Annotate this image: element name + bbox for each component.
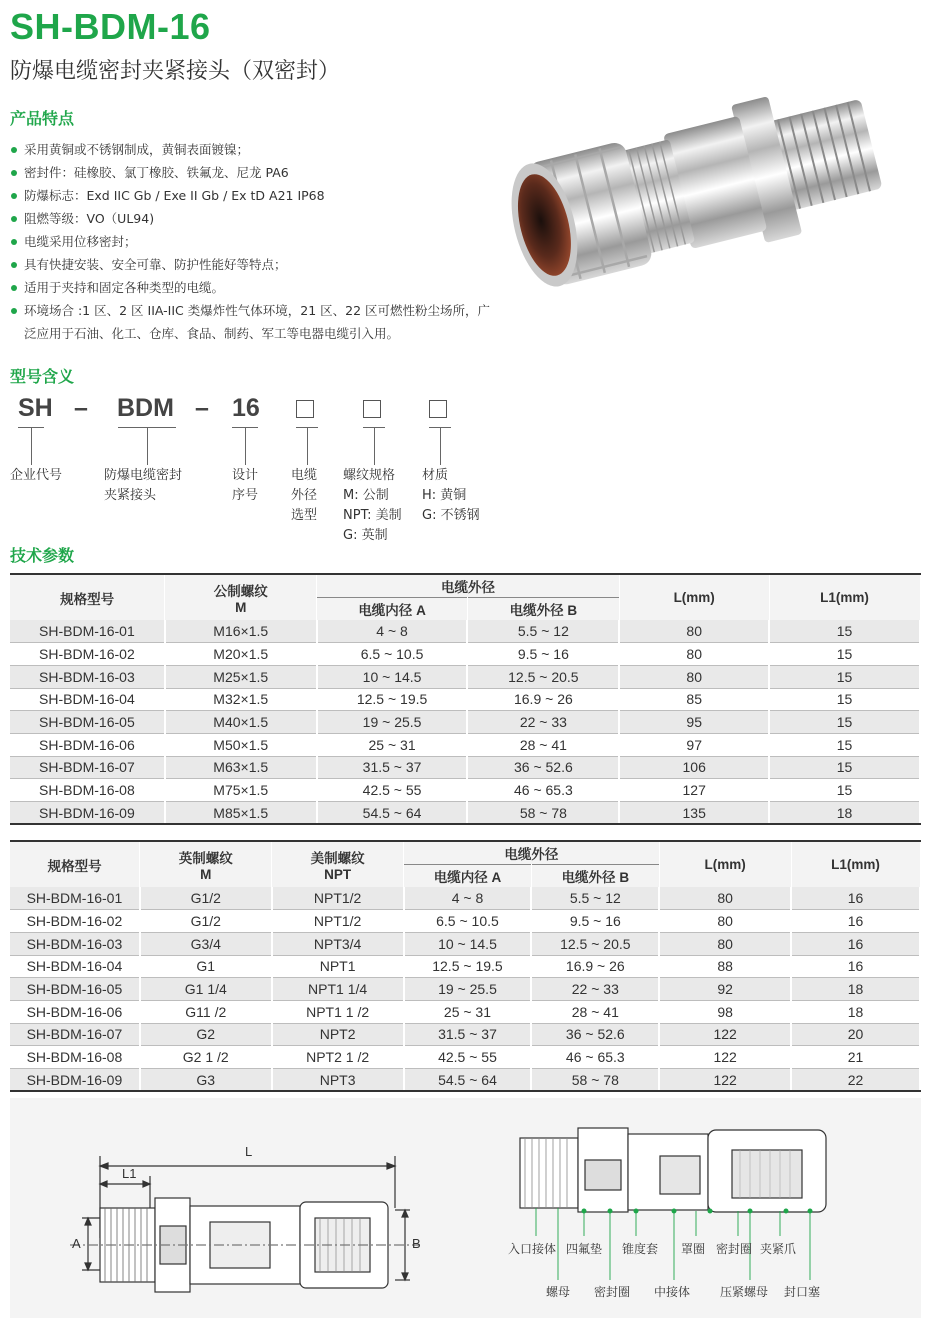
table-cell: SH-BDM-16-07 xyxy=(10,756,165,779)
table-cell: NPT3/4 xyxy=(272,932,404,955)
col-outer: 电缆外径 B xyxy=(467,597,619,620)
table-cell: 16.9 ~ 26 xyxy=(467,688,619,711)
table-row xyxy=(10,665,920,688)
table-cell: NPT2 xyxy=(272,1023,404,1046)
feature-item: 采用黄铜或不锈钢制成，黄铜表面镀镍； xyxy=(10,138,500,161)
feature-item: 具有快捷安装、安全可靠、防护性能好等特点； xyxy=(10,253,500,276)
col-l: L(mm) xyxy=(659,841,791,887)
page-title: SH-BDM-16 xyxy=(10,6,211,47)
dim-l1-label: L1 xyxy=(122,1166,137,1181)
dim-b-label: B xyxy=(412,1236,421,1251)
table-cell: NPT1/2 xyxy=(272,887,404,910)
table-cell: 20 xyxy=(791,1023,920,1046)
table-cell: 10 ~ 14.5 xyxy=(404,932,532,955)
col-l1: L1(mm) xyxy=(791,841,920,887)
table-row xyxy=(10,756,920,779)
table-cell: SH-BDM-16-07 xyxy=(10,1023,140,1046)
feature-item: 阻燃等级：VO（UL94) xyxy=(10,207,500,230)
feature-item: 适用于夹持和固定各种类型的电缆。 xyxy=(10,276,500,299)
model-leader xyxy=(440,427,441,465)
col-metric-thread: 公制螺纹 M xyxy=(165,574,317,620)
table-cell: 80 xyxy=(619,665,769,688)
part-label: 夹紧爪 xyxy=(760,1242,797,1256)
table-row xyxy=(10,1000,920,1023)
table-cell: M16×1.5 xyxy=(165,620,317,643)
table-cell: 12.5 ~ 19.5 xyxy=(317,688,468,711)
feature-item: 电缆采用位移密封； xyxy=(10,230,500,253)
table-cell: 135 xyxy=(619,802,769,825)
table-cell: 18 xyxy=(791,1000,920,1023)
table-row xyxy=(10,620,920,643)
table-cell: 31.5 ~ 37 xyxy=(317,756,468,779)
table-cell: 46 ~ 65.3 xyxy=(531,1046,659,1069)
table-cell: G1 1/4 xyxy=(140,978,272,1001)
model-token-product: BDM xyxy=(117,394,174,422)
table-cell: 25 ~ 31 xyxy=(404,1000,532,1023)
table-cell: SH-BDM-16-03 xyxy=(10,665,165,688)
label-serial: 设计 序号 xyxy=(232,468,259,503)
part-label: 四氟垫 xyxy=(566,1242,603,1256)
model-heading: 型号含义 xyxy=(10,367,75,386)
part-label: 入口接体 xyxy=(508,1242,557,1256)
table-cell: 31.5 ~ 37 xyxy=(404,1023,532,1046)
table-row xyxy=(10,1046,920,1069)
table-cell: NPT2 1 /2 xyxy=(272,1046,404,1069)
table-cell: SH-BDM-16-08 xyxy=(10,779,165,802)
spec-table-metric-body xyxy=(10,620,920,824)
dim-a-label: A xyxy=(72,1236,81,1251)
model-leader xyxy=(147,427,148,465)
label-thread: 螺纹规格 M: 公制 NPT: 美制 G: 英制 xyxy=(343,468,402,543)
table-cell: 106 xyxy=(619,756,769,779)
table-cell: G1/2 xyxy=(140,910,272,933)
table-cell: 16 xyxy=(791,932,920,955)
table-cell: 80 xyxy=(619,620,769,643)
table-cell: 4 ~ 8 xyxy=(404,887,532,910)
table-cell: SH-BDM-16-02 xyxy=(10,910,140,933)
part-label: 封口塞 xyxy=(784,1285,821,1299)
feature-item: 防爆标志：Exd IIC Gb / Exe II Gb / Ex tD A21 IP68 xyxy=(10,184,500,207)
table-cell: SH-BDM-16-09 xyxy=(10,1069,140,1092)
table-cell: 15 xyxy=(769,756,920,779)
table-cell: G2 1 /2 xyxy=(140,1046,272,1069)
table-cell: 25 ~ 31 xyxy=(317,733,468,756)
table-cell: 122 xyxy=(659,1023,791,1046)
col-inner: 电缆内径 A xyxy=(404,864,532,887)
model-leader xyxy=(31,427,32,465)
technical-drawing xyxy=(10,1098,921,1318)
table-cell: 80 xyxy=(659,910,791,933)
model-token-dash: – xyxy=(195,394,209,422)
table-cell: 16 xyxy=(791,955,920,978)
tech-heading: 技术参数 xyxy=(10,546,75,565)
table-cell: NPT1/2 xyxy=(272,910,404,933)
table-cell: 10 ~ 14.5 xyxy=(317,665,468,688)
table-cell: M75×1.5 xyxy=(165,779,317,802)
model-box-cable xyxy=(296,400,314,418)
table-row xyxy=(10,910,920,933)
col-outer: 电缆外径 B xyxy=(531,864,659,887)
table-cell: M63×1.5 xyxy=(165,756,317,779)
table-cell: SH-BDM-16-08 xyxy=(10,1046,140,1069)
col-model: 规格型号 xyxy=(10,841,140,887)
col-g-thread: 英制螺纹 M xyxy=(140,841,272,887)
table-cell: 18 xyxy=(791,978,920,1001)
table-row xyxy=(10,779,920,802)
col-l: L(mm) xyxy=(619,574,769,620)
table-cell: 9.5 ~ 16 xyxy=(531,910,659,933)
table-cell: G11 /2 xyxy=(140,1000,272,1023)
table-cell: 92 xyxy=(659,978,791,1001)
feature-item: 密封件：硅橡胶、氯丁橡胶、铁氟龙、尼龙 PA6 xyxy=(10,161,500,184)
label-product: 防爆电缆密封 夹紧接头 xyxy=(104,468,183,503)
table-cell: 42.5 ~ 55 xyxy=(404,1046,532,1069)
table-cell: 58 ~ 78 xyxy=(531,1069,659,1092)
feature-item: 环境场合 :1 区、2 区 IIA-IIC 类爆炸性气体环境，21 区、22 区可燃性粉尘场所，广泛应用于石油、化工、仓库、食品、制药、军工等电器电缆引入用。 xyxy=(10,299,500,345)
table-cell: G1/2 xyxy=(140,887,272,910)
table-row xyxy=(10,932,920,955)
label-material: 材质 H: 黄铜 G: 不锈钢 xyxy=(422,468,480,523)
table-cell: 54.5 ~ 64 xyxy=(317,802,468,825)
table-cell: 80 xyxy=(659,932,791,955)
table-cell: 28 ~ 41 xyxy=(467,733,619,756)
table-cell: 127 xyxy=(619,779,769,802)
table-cell: 122 xyxy=(659,1069,791,1092)
table-cell: G1 xyxy=(140,955,272,978)
part-label: 中接体 xyxy=(654,1285,691,1299)
col-npt-thread: 美制螺纹 NPT xyxy=(272,841,404,887)
col-l1: L1(mm) xyxy=(769,574,920,620)
product-photo xyxy=(490,85,920,355)
table-cell: NPT3 xyxy=(272,1069,404,1092)
table-cell: 15 xyxy=(769,688,920,711)
table-cell: 15 xyxy=(769,620,920,643)
table-cell: M20×1.5 xyxy=(165,643,317,666)
table-row xyxy=(10,643,920,666)
table-cell: 5.5 ~ 12 xyxy=(467,620,619,643)
table-cell: 6.5 ~ 10.5 xyxy=(317,643,468,666)
part-label: 螺母 xyxy=(546,1285,571,1299)
spec-table-imperial-body xyxy=(10,887,920,1091)
table-row xyxy=(10,711,920,734)
table-cell: SH-BDM-16-06 xyxy=(10,1000,140,1023)
table-cell: 15 xyxy=(769,643,920,666)
table-cell: SH-BDM-16-03 xyxy=(10,932,140,955)
table-cell: 15 xyxy=(769,779,920,802)
part-label: 密封圈 xyxy=(716,1242,753,1256)
table-cell: 58 ~ 78 xyxy=(467,802,619,825)
table-row xyxy=(10,802,920,825)
page-subtitle: 防爆电缆密封夹紧接头（双密封） xyxy=(10,59,341,84)
model-token-dash: – xyxy=(74,394,88,422)
model-box-material xyxy=(429,400,447,418)
table-cell: M32×1.5 xyxy=(165,688,317,711)
col-cable-od: 电缆外径 xyxy=(317,574,620,597)
part-label: 锥度套 xyxy=(622,1242,659,1256)
part-label: 密封圈 xyxy=(594,1285,631,1299)
table-cell: SH-BDM-16-06 xyxy=(10,733,165,756)
table-cell: M50×1.5 xyxy=(165,733,317,756)
table-cell: 85 xyxy=(619,688,769,711)
table-cell: NPT1 xyxy=(272,955,404,978)
table-cell: SH-BDM-16-09 xyxy=(10,802,165,825)
table-cell: SH-BDM-16-01 xyxy=(10,887,140,910)
table-cell: 16 xyxy=(791,910,920,933)
table-cell: 5.5 ~ 12 xyxy=(531,887,659,910)
label-cable: 电缆 外径 选型 xyxy=(291,468,318,523)
table-cell: 54.5 ~ 64 xyxy=(404,1069,532,1092)
table-cell: 46 ~ 65.3 xyxy=(467,779,619,802)
table-cell: 6.5 ~ 10.5 xyxy=(404,910,532,933)
table-cell: 22 xyxy=(791,1069,920,1092)
feature-list xyxy=(10,138,500,345)
table-cell: M25×1.5 xyxy=(165,665,317,688)
table-cell: 80 xyxy=(659,887,791,910)
table-cell: 22 ~ 33 xyxy=(467,711,619,734)
table-cell: 4 ~ 8 xyxy=(317,620,468,643)
table-cell: 36 ~ 52.6 xyxy=(467,756,619,779)
table-cell: 19 ~ 25.5 xyxy=(404,978,532,1001)
table-row xyxy=(10,978,920,1001)
table-cell: 21 xyxy=(791,1046,920,1069)
table-cell: NPT1 1/4 xyxy=(272,978,404,1001)
col-model: 规格型号 xyxy=(10,574,165,620)
spec-table-imperial xyxy=(10,840,921,1092)
table-cell: 12.5 ~ 20.5 xyxy=(467,665,619,688)
table-cell: SH-BDM-16-05 xyxy=(10,978,140,1001)
features-heading: 产品特点 xyxy=(10,109,75,128)
part-label: 罩圈 xyxy=(681,1242,706,1256)
table-cell: SH-BDM-16-05 xyxy=(10,711,165,734)
table-cell: SH-BDM-16-04 xyxy=(10,688,165,711)
table-cell: G3 xyxy=(140,1069,272,1092)
table-cell: 12.5 ~ 19.5 xyxy=(404,955,532,978)
col-cable-od: 电缆外径 xyxy=(404,841,660,864)
table-cell: 19 ~ 25.5 xyxy=(317,711,468,734)
label-company: 企业代号 xyxy=(10,468,63,483)
col-inner: 电缆内径 A xyxy=(317,597,468,620)
table-cell: 15 xyxy=(769,733,920,756)
table-cell: 22 ~ 33 xyxy=(531,978,659,1001)
table-cell: 95 xyxy=(619,711,769,734)
model-leader xyxy=(245,427,246,465)
table-cell: 12.5 ~ 20.5 xyxy=(531,932,659,955)
table-cell: 16 xyxy=(791,887,920,910)
table-cell: SH-BDM-16-02 xyxy=(10,643,165,666)
model-box-thread xyxy=(363,400,381,418)
dim-l-label: L xyxy=(245,1144,253,1159)
model-token-serial: 16 xyxy=(232,394,260,422)
table-cell: 122 xyxy=(659,1046,791,1069)
table-cell: 16.9 ~ 26 xyxy=(531,955,659,978)
table-row xyxy=(10,955,920,978)
table-cell: 97 xyxy=(619,733,769,756)
table-cell: G2 xyxy=(140,1023,272,1046)
table-cell: 36 ~ 52.6 xyxy=(531,1023,659,1046)
spec-table-metric xyxy=(10,573,921,825)
table-row xyxy=(10,733,920,756)
table-cell: G3/4 xyxy=(140,932,272,955)
table-cell: 42.5 ~ 55 xyxy=(317,779,468,802)
table-cell: 18 xyxy=(769,802,920,825)
table-cell: SH-BDM-16-01 xyxy=(10,620,165,643)
table-cell: 15 xyxy=(769,711,920,734)
model-leader xyxy=(374,427,375,465)
table-cell: NPT1 1 /2 xyxy=(272,1000,404,1023)
table-row xyxy=(10,688,920,711)
part-label: 压紧螺母 xyxy=(720,1285,769,1299)
table-cell: 80 xyxy=(619,643,769,666)
table-cell: 98 xyxy=(659,1000,791,1023)
model-leader xyxy=(307,427,308,465)
model-token-company: SH xyxy=(18,394,53,422)
table-cell: M85×1.5 xyxy=(165,802,317,825)
table-cell: M40×1.5 xyxy=(165,711,317,734)
table-row xyxy=(10,1023,920,1046)
table-row xyxy=(10,887,920,910)
table-cell: SH-BDM-16-04 xyxy=(10,955,140,978)
table-cell: 28 ~ 41 xyxy=(531,1000,659,1023)
table-cell: 88 xyxy=(659,955,791,978)
table-row xyxy=(10,1069,920,1092)
table-cell: 15 xyxy=(769,665,920,688)
table-cell: 9.5 ~ 16 xyxy=(467,643,619,666)
